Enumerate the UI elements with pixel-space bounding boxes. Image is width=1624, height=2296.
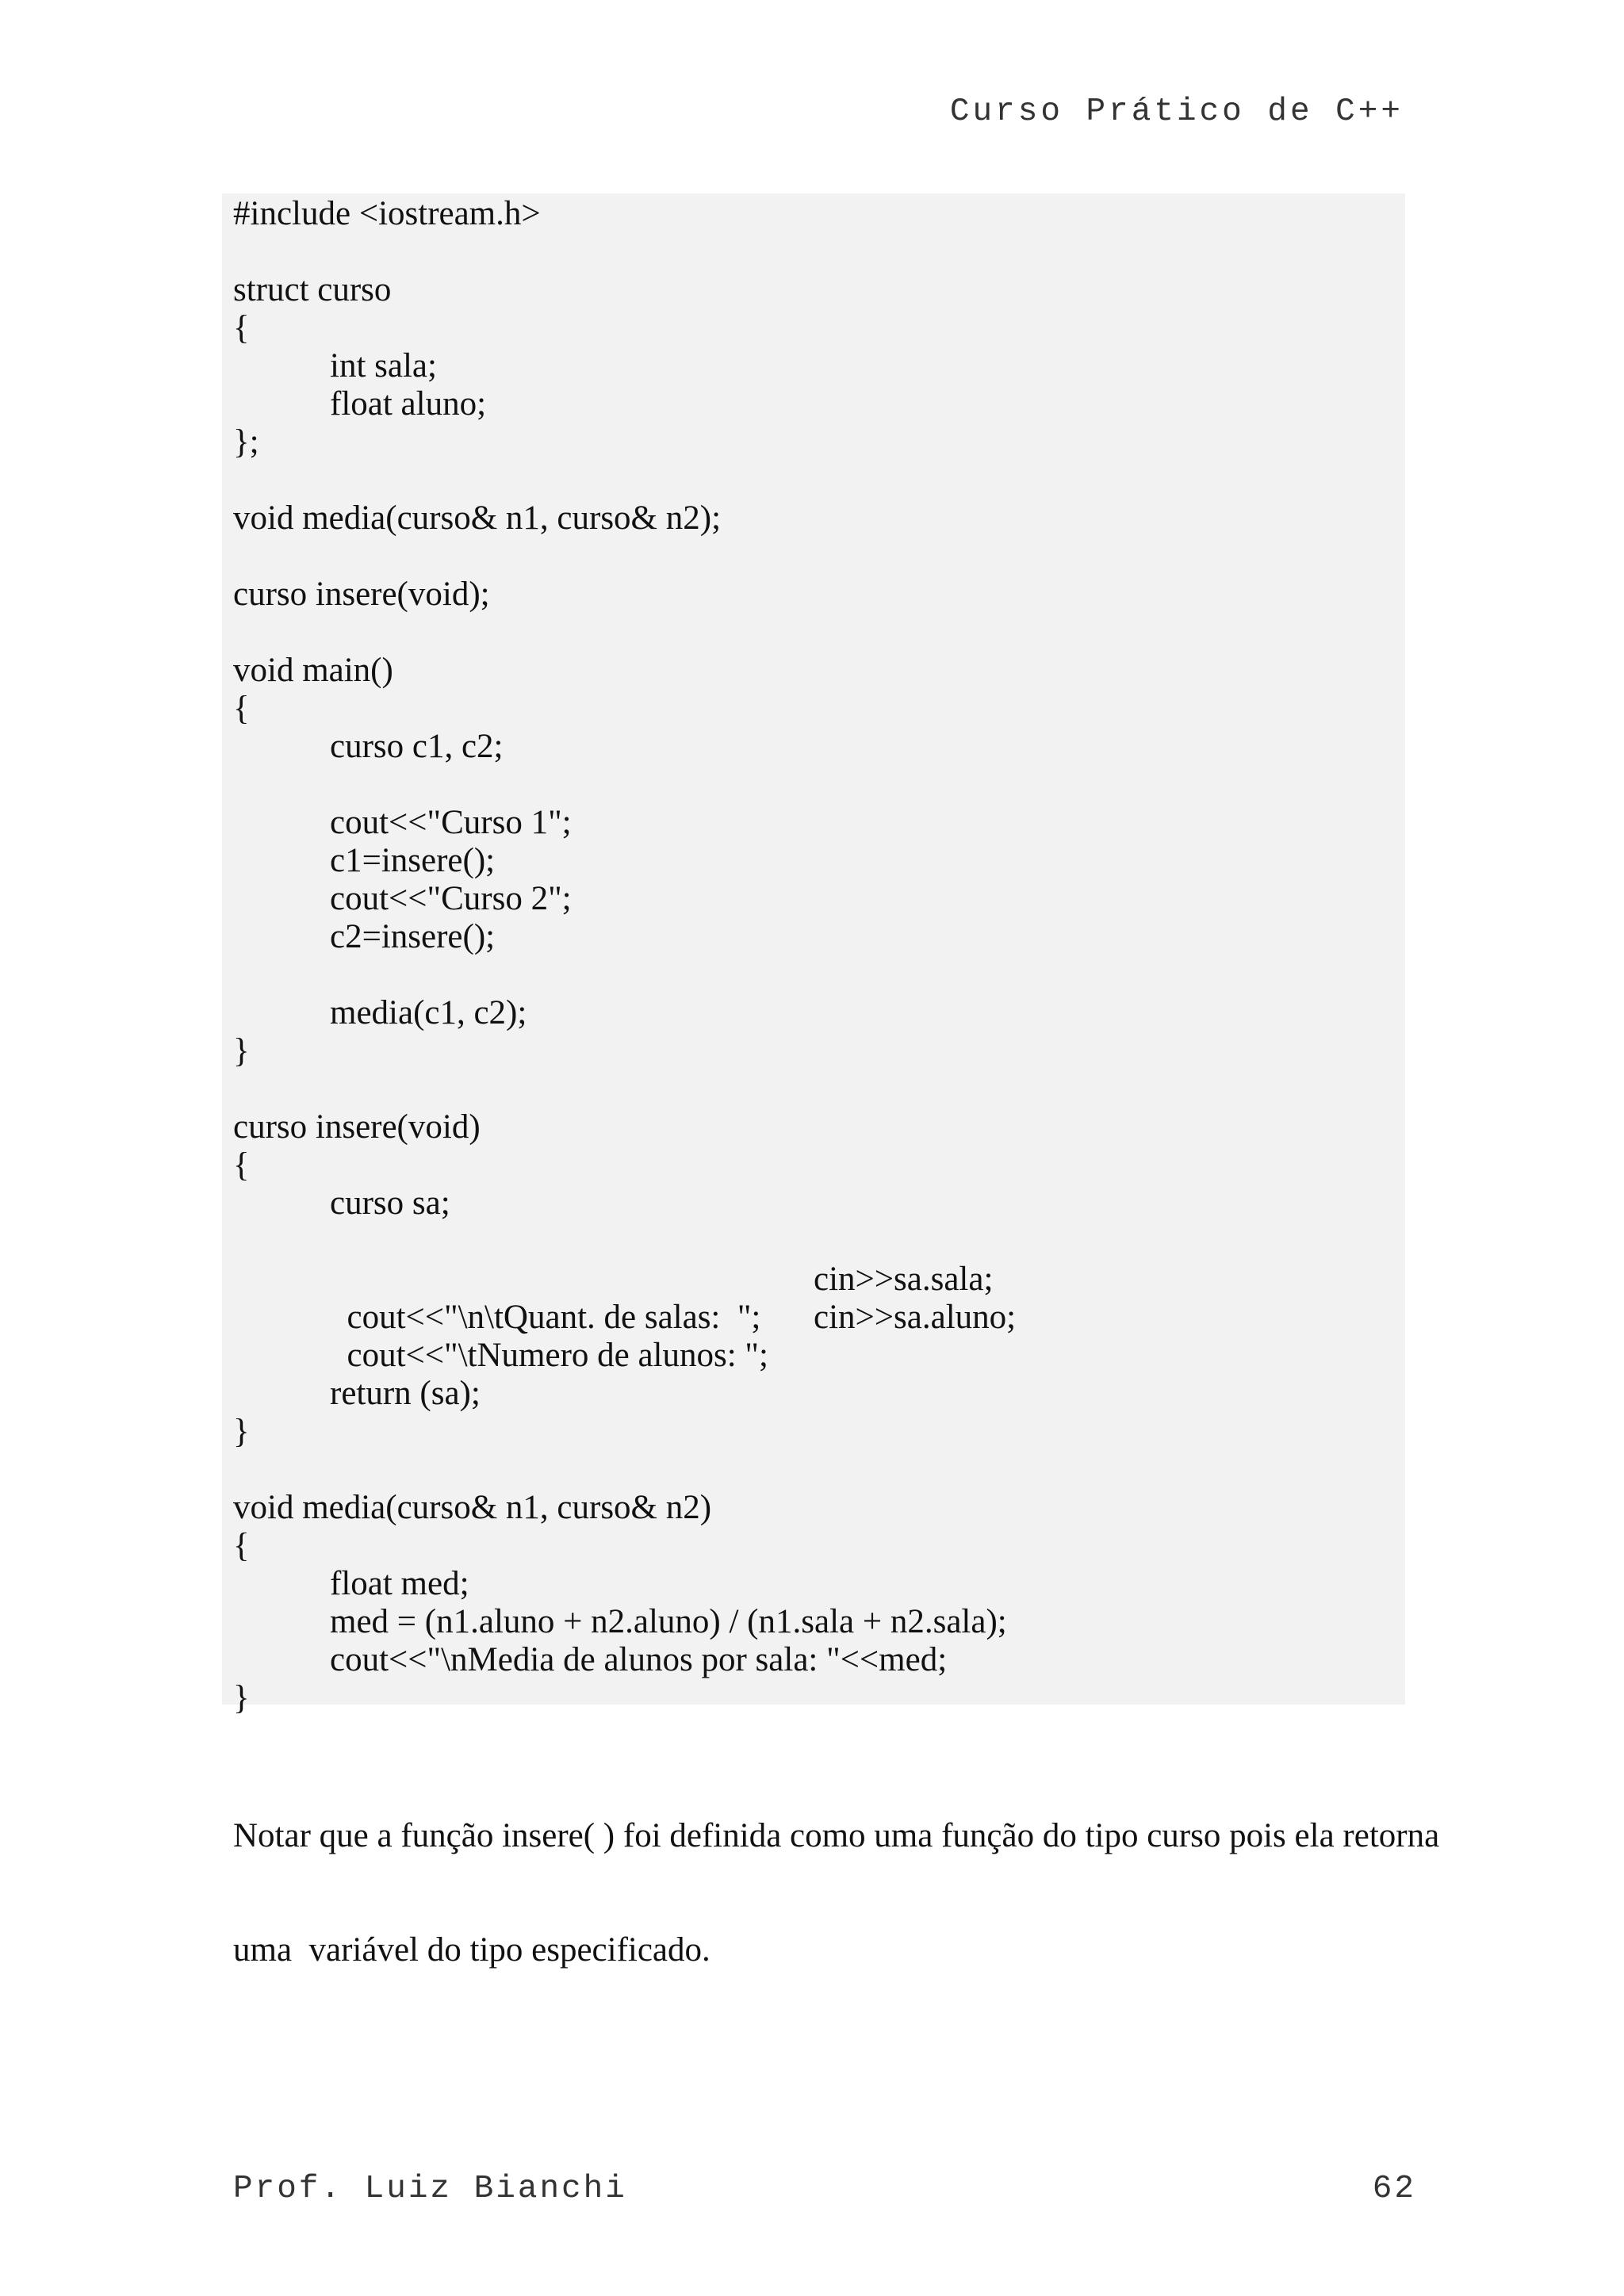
code-line-cout-curso1: cout<<"Curso 1"; <box>330 804 572 841</box>
code-line-main: void main() <box>233 652 393 689</box>
code-line-struct-open-brace: { <box>233 309 250 346</box>
code-line-int-sala: int sala; <box>330 347 437 385</box>
explanatory-note <box>233 1741 1440 2007</box>
code-cin-sala: cin>>sa.sala; <box>814 1261 994 1298</box>
code-line-float-aluno: float aluno; <box>330 385 487 423</box>
code-line-insere-close-brace: } <box>233 1413 250 1450</box>
code-cout-alunos: cout<<"\tNumero de alunos: "; <box>347 1337 768 1374</box>
code-line-declare-sa: curso sa; <box>330 1184 450 1222</box>
code-line-c2-insere: c2=insere(); <box>330 918 496 955</box>
code-line-c1-insere: c1=insere(); <box>330 842 496 879</box>
footer-author: Prof. Luiz Bianchi <box>233 2171 627 2207</box>
running-header: Curso Prático de C++ <box>949 94 1404 130</box>
code-cin-aluno: cin>>sa.aluno; <box>814 1299 1017 1336</box>
footer-page-number: 62 <box>1372 2171 1416 2207</box>
code-line-main-close-brace: } <box>233 1032 250 1070</box>
code-line-insere-def: curso insere(void) <box>233 1108 481 1146</box>
code-line-return-sa: return (sa); <box>330 1375 481 1412</box>
code-line-include: #include <iostream.h> <box>233 195 541 232</box>
code-line-insere-prototype: curso insere(void); <box>233 576 490 613</box>
code-line-media-prototype: void media(curso& n1, curso& n2); <box>233 499 722 537</box>
code-line-cout-curso2: cout<<"Curso 2"; <box>330 880 572 917</box>
code-line-media-close-brace: } <box>233 1679 250 1716</box>
note-line-2: uma variável do tipo especificado. <box>233 1931 710 1969</box>
code-line-insere-open-brace: { <box>233 1146 250 1184</box>
code-line-media-open-brace: { <box>233 1527 250 1564</box>
code-cout-salas: cout<<"\n\tQuant. de salas: "; <box>347 1299 761 1336</box>
code-line-float-med: float med; <box>330 1565 469 1602</box>
code-line-main-open-brace: { <box>233 690 250 727</box>
code-line-cout-media: cout<<"\nMedia de alunos por sala: "<<med; <box>330 1641 948 1678</box>
code-line-media-def: void media(curso& n1, curso& n2) <box>233 1489 712 1526</box>
code-line-struct: struct curso <box>233 271 392 308</box>
code-line-media-call: media(c1, c2); <box>330 994 527 1031</box>
note-line-1: Notar que a função insere( ) foi definida como uma função do tipo curso pois ela retorna <box>233 1817 1440 1854</box>
code-line-struct-close: }; <box>233 423 259 461</box>
code-line-declare-c1-c2: curso c1, c2; <box>330 728 504 765</box>
code-line-med-calc: med = (n1.aluno + n2.aluno) / (n1.sala + n2.sala); <box>330 1603 1007 1640</box>
